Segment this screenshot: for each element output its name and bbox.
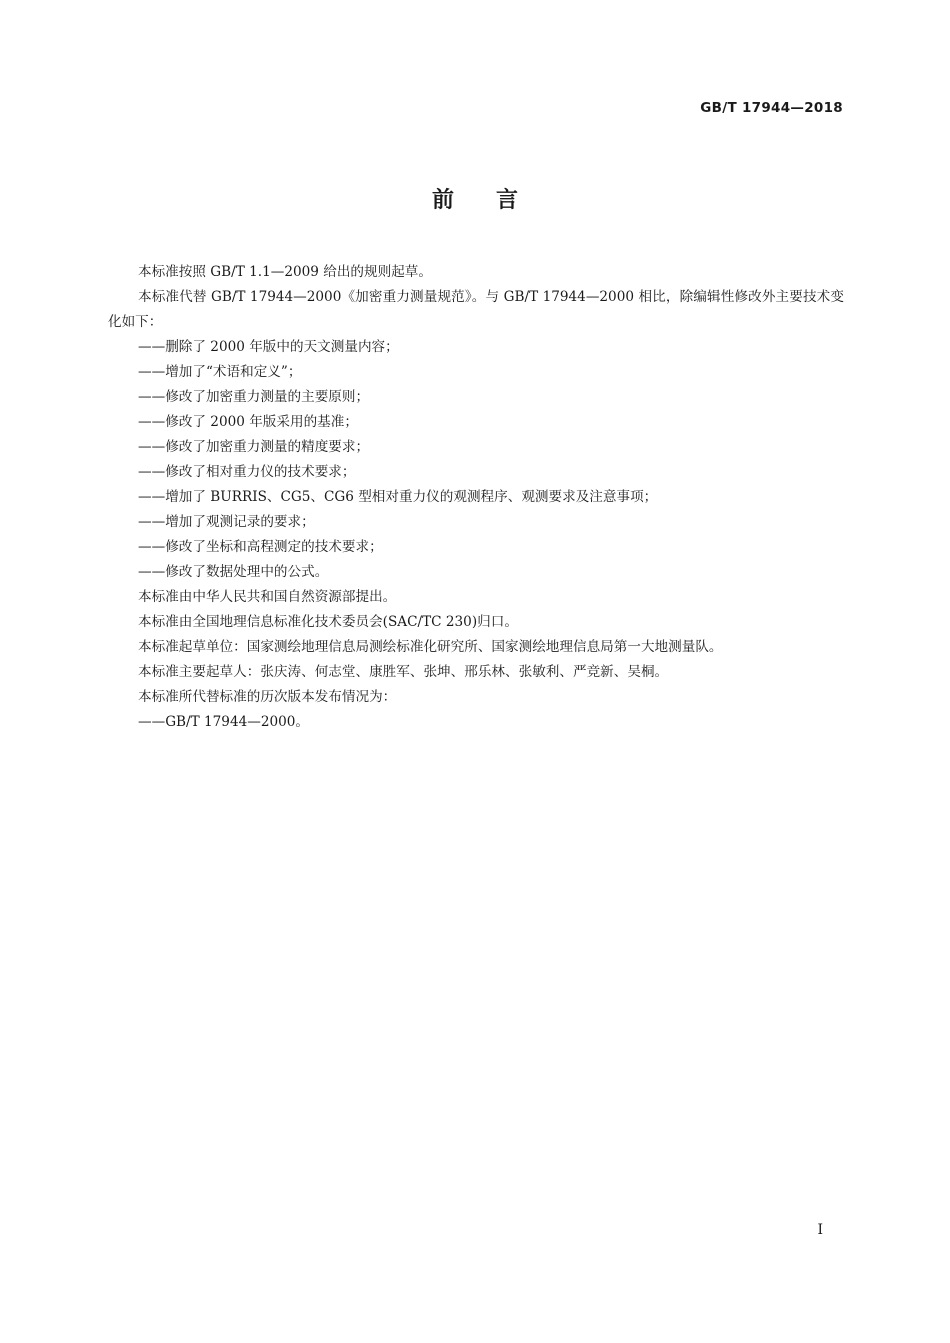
page-title: 前言 (431, 188, 560, 213)
change-item: ——修改了 2000 年版采用的基准； (138, 414, 358, 430)
paragraph-drafting-rule: 本标准按照 GB/T 1.1—2009 给出的规则起草。 (138, 264, 432, 280)
history-item: ——GB/T 17944—2000。 (138, 714, 310, 730)
paragraph-history: 本标准所代替标准的历次版本发布情况为： (138, 689, 397, 705)
change-item: ——修改了数据处理中的公式。 (138, 564, 329, 580)
change-item: ——修改了加密重力测量的主要原则； (138, 389, 370, 405)
document-body (108, 260, 844, 735)
page-number: I (817, 1222, 823, 1238)
paragraph-drafters: 本标准主要起草人：张庆涛、何志堂、康胜军、张坤、邢乐林、张敏利、严竞新、吴桐。 (138, 664, 669, 680)
paragraph-committee: 本标准由全国地理信息标准化技术委员会(SAC/TC 230)归口。 (138, 614, 518, 630)
change-item: ——增加了观测记录的要求； (138, 514, 315, 530)
change-item: ——修改了加密重力测量的精度要求； (138, 439, 370, 455)
standard-code: GB/T 17944—2018 (700, 100, 843, 116)
change-item: ——修改了坐标和高程测定的技术要求； (138, 539, 383, 555)
change-item: ——修改了相对重力仪的技术要求； (138, 464, 356, 480)
change-item: ——删除了 2000 年版中的天文测量内容； (138, 339, 399, 355)
paragraph-proposer: 本标准由中华人民共和国自然资源部提出。 (138, 589, 397, 605)
change-item: ——增加了 BURRIS、CG5、CG6 型相对重力仪的观测程序、观测要求及注意事项； (138, 489, 658, 505)
paragraph-drafting-units: 本标准起草单位：国家测绘地理信息局测绘标准化研究所、国家测绘地理信息局第一大地测量队。 (138, 639, 723, 655)
paragraph-replacement: 本标准代替 GB/T 17944—2000《加密重力测量规范》。与 GB/T 17944—2000 相比，除编辑性修改外主要技术变化如下： (108, 289, 844, 330)
change-item: ——增加了“术语和定义”； (138, 364, 302, 380)
